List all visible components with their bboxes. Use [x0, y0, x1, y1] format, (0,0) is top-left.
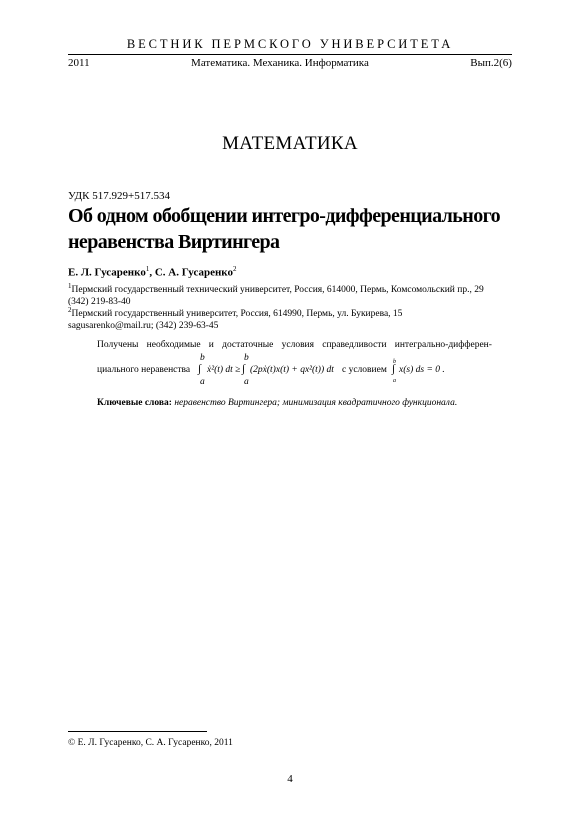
authors: [68, 265, 237, 279]
integral-sign-icon: ∫: [392, 363, 396, 375]
journal-title: ВЕСТНИК ПЕРМСКОГО УНИВЕРСИТЕТА: [126, 37, 454, 51]
integral-1-upper-limit: b: [200, 353, 205, 363]
author-1-sup: 1: [145, 265, 150, 273]
affiliation-1-sup: 1: [68, 282, 72, 290]
copyright-notice: © Е. Л. Гусаренко, С. А. Гусаренко, 2011: [68, 738, 233, 748]
abstract-formula-line: [97, 353, 492, 389]
abstract-word: интегрально-дифферен-: [394, 340, 492, 350]
abstract-word: условия: [281, 340, 315, 350]
running-header: [68, 57, 512, 69]
article-title: [68, 203, 518, 255]
abstract-line-1: [97, 339, 492, 351]
header-rule: [68, 54, 512, 55]
keywords-label: Ключевые слова:: [97, 398, 172, 408]
integral-2-lower-limit: a: [244, 377, 249, 387]
integral-1-lower-limit: a: [200, 377, 205, 387]
keywords: [97, 398, 457, 408]
header-series: Математика. Механика. Информатика: [191, 57, 369, 69]
header-issue: Вып.2(6): [470, 57, 512, 69]
footnote-rule: [68, 731, 207, 732]
integral-sign-icon: ∫: [242, 363, 246, 375]
abstract-word: справедливости: [322, 340, 387, 350]
udk-code: УДК 517.929+517.534: [68, 190, 170, 202]
keywords-text: неравенство Виртингера; минимизация квадратичного функционала.: [174, 398, 458, 408]
header-year: 2011: [68, 57, 90, 69]
affiliation-1-line-2: (342) 219-83-40: [68, 297, 131, 308]
abstract-word: достаточные: [222, 340, 274, 350]
abstract-line-2-text: циального неравенства: [97, 365, 191, 375]
affiliation-2-sup: 2: [68, 306, 72, 314]
condition-formula: x(s) ds = 0 .: [399, 365, 445, 375]
article-title-line-1: Об одном обобщении интегро-дифференциального: [68, 205, 500, 227]
author-2-sup: 2: [233, 265, 237, 273]
page-number: 4: [287, 773, 293, 785]
abstract: [97, 339, 492, 389]
abstract-word: и: [208, 340, 214, 350]
formula-rhs: (2pẋ(t)x(t) + qx²(t)) dt: [250, 365, 334, 375]
author-separator: ,: [149, 266, 155, 279]
formula-lhs: ẋ²(t) dt ≥: [207, 365, 241, 375]
condition-text: с условием: [342, 365, 387, 375]
affiliation-1-line-1: Пермский государственный технический университет, Россия, 614000, Пермь, Комсомольский пр., 29: [71, 285, 484, 296]
integral-2-upper-limit: b: [244, 353, 249, 363]
article-title-line-2: неравенства Виртингера: [68, 231, 280, 253]
affiliation-2: [68, 304, 514, 332]
abstract-word: Получены: [97, 340, 139, 350]
abstract-word: необходимые: [146, 340, 201, 350]
affiliation-2-line-1: Пермский государственный университет, Россия, 614990, Пермь, ул. Букирева, 15: [71, 309, 403, 320]
integral-3-lower-limit: a: [393, 378, 396, 384]
section-heading: МАТЕМАТИКА: [222, 133, 358, 154]
affiliation-2-line-2: sagusarenko@mail.ru; (342) 239-63-45: [68, 321, 219, 332]
integral-3-upper-limit: b: [393, 359, 396, 365]
author-1: Е. Л. Гусаренко: [68, 266, 146, 279]
author-2: С. А. Гусаренко: [154, 266, 234, 279]
integral-sign-icon: ∫: [198, 363, 202, 375]
